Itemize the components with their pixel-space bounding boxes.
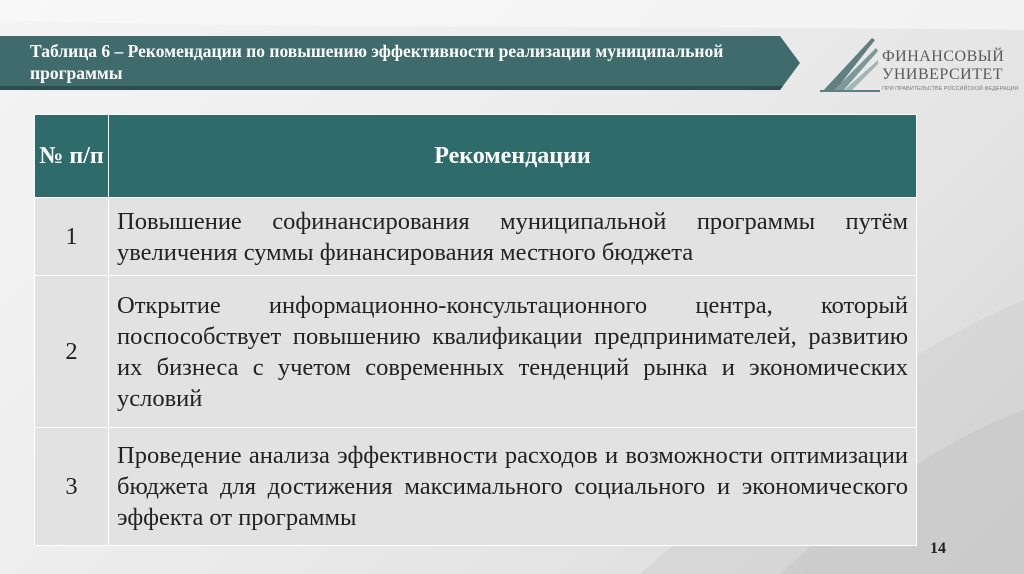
recommendations-table xyxy=(34,114,917,546)
table-row xyxy=(35,428,917,546)
logo-subtitle: ПРИ ПРАВИТЕЛЬСТВЕ РОССИЙСКОЙ ФЕДЕРАЦИИ xyxy=(882,86,1019,92)
header-recommendations: Рекомендации xyxy=(109,115,917,198)
row-text: Проведение анализа эффективности расходов и возможности оптимизации бюджета для достижения максимального социального и экономического эффекта от программы xyxy=(109,428,917,546)
title-banner xyxy=(0,36,800,90)
row-number: 3 xyxy=(35,428,109,546)
page-number: 14 xyxy=(930,540,946,557)
logo-text-line1: ФИНАНСОВЫЙ xyxy=(882,48,1005,65)
row-text: Повышение софинансирования муниципальной программы путём увеличения суммы финансирования местного бюджета xyxy=(109,198,917,276)
logo-text-line2: УНИВЕРСИТЕТ xyxy=(882,66,1004,83)
row-text: Открытие информационно-консультационного центра, который поспособствует повышению квалификации предпринимателей, развитию их бизнеса с учетом современных тенденций рынка и экономических условий xyxy=(109,276,917,428)
row-number: 1 xyxy=(35,198,109,276)
table-row xyxy=(35,198,917,276)
row-number: 2 xyxy=(35,276,109,428)
slide-title: Таблица 6 – Рекомендации по повышению эффективности реализации муниципальной программы xyxy=(30,41,724,83)
university-logo xyxy=(820,34,1019,104)
header-number: № п/п xyxy=(35,115,109,198)
table-row xyxy=(35,276,917,428)
table-header-row xyxy=(35,115,917,198)
